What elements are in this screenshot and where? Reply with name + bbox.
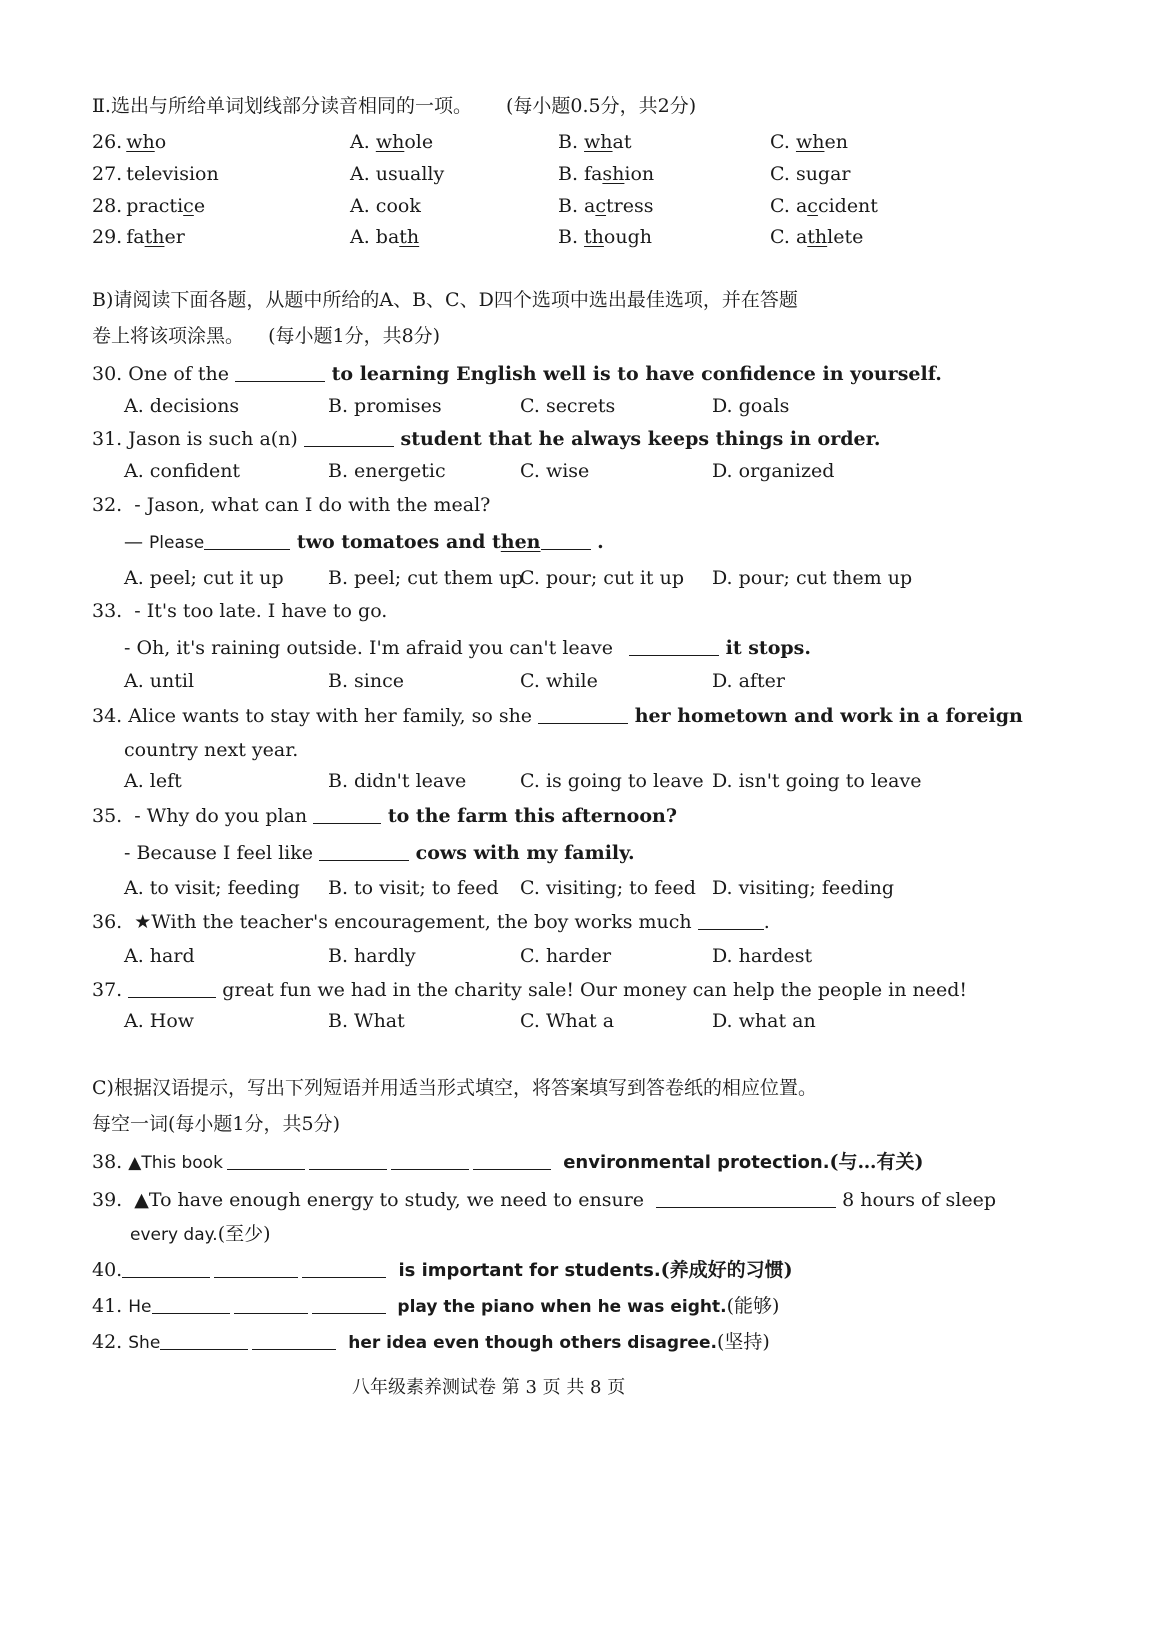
given-word bbox=[92, 194, 205, 218]
question-text: great fun we had in the charity sale! Our money can help the people in need! bbox=[216, 979, 968, 1001]
question-number: 39. bbox=[92, 1189, 123, 1211]
option-word[interactable] bbox=[350, 194, 421, 218]
question-number: 36. bbox=[92, 911, 123, 933]
answer-blank[interactable] bbox=[473, 1151, 551, 1170]
option-d[interactable]: D. organized bbox=[712, 460, 835, 482]
question-33 bbox=[92, 599, 387, 623]
question-text: to learning English well is to have confidence in yourself. bbox=[325, 363, 942, 385]
question-number: 38. bbox=[92, 1151, 123, 1173]
question-34 bbox=[92, 704, 1023, 728]
answer-blank[interactable] bbox=[252, 1331, 336, 1350]
word-part: ion bbox=[624, 163, 655, 185]
option-a[interactable]: A. decisions bbox=[124, 395, 240, 417]
option-a[interactable]: A. left bbox=[124, 770, 182, 792]
option-c[interactable]: C. harder bbox=[520, 945, 612, 967]
question-text: - Oh, it's raining outside. I'm afraid you can't leave bbox=[124, 637, 619, 659]
option-a[interactable]: A. to visit; feeding bbox=[124, 877, 300, 899]
word-part: at bbox=[612, 131, 632, 153]
given-word bbox=[92, 130, 166, 154]
option-word[interactable] bbox=[770, 162, 851, 186]
question-35-line2 bbox=[124, 841, 635, 865]
chinese-hint: (能够) bbox=[726, 1295, 780, 1317]
question-32-line2 bbox=[124, 530, 604, 555]
answer-blank[interactable] bbox=[538, 705, 628, 724]
answer-blank[interactable] bbox=[313, 805, 381, 824]
word-part: practi bbox=[126, 195, 184, 217]
answer-blank[interactable] bbox=[698, 911, 764, 930]
option-b[interactable]: B. hardly bbox=[328, 945, 416, 967]
word-part: B. fa bbox=[558, 163, 603, 185]
answer-blank[interactable] bbox=[319, 842, 409, 861]
option-a[interactable]: A. hard bbox=[124, 945, 195, 967]
question-text: Please bbox=[149, 533, 205, 553]
question-text: it stops. bbox=[719, 637, 811, 659]
question-text: play the piano when he was eight. bbox=[391, 1297, 727, 1317]
option-b[interactable]: B. didn't leave bbox=[328, 770, 467, 792]
question-text: He bbox=[128, 1297, 152, 1317]
question-text: 8 hours of sleep bbox=[836, 1189, 997, 1211]
answer-blank[interactable] bbox=[122, 1259, 210, 1278]
answer-blank[interactable] bbox=[391, 1151, 469, 1170]
underlined-letters: wh bbox=[584, 131, 613, 153]
option-c[interactable]: C. pour; cut it up bbox=[520, 567, 685, 589]
answer-blank[interactable] bbox=[541, 531, 591, 550]
section-2-title: Ⅱ.选出与所给单词划线部分读音相同的一项。 bbox=[92, 95, 472, 117]
question-31 bbox=[92, 427, 880, 451]
option-b[interactable]: B. since bbox=[328, 670, 404, 692]
question-text: - Because I feel like bbox=[124, 842, 320, 864]
chinese-hint: (坚持) bbox=[716, 1331, 770, 1353]
word-part: cident bbox=[817, 195, 878, 217]
question-number: 26. bbox=[92, 131, 123, 153]
section-b-instruction-line2 bbox=[92, 324, 440, 348]
question-text: student that he always keeps things in order. bbox=[393, 428, 881, 450]
word-part: A. cook bbox=[350, 195, 421, 217]
option-d[interactable]: D. visiting; feeding bbox=[712, 877, 894, 899]
option-d[interactable]: D. goals bbox=[712, 395, 790, 417]
underlined-letters: wh bbox=[375, 131, 405, 153]
option-b[interactable]: B. energetic bbox=[328, 460, 446, 482]
section-2-heading bbox=[92, 94, 696, 118]
question-number: 32. bbox=[92, 494, 123, 516]
option-b[interactable]: B. promises bbox=[328, 395, 442, 417]
option-c[interactable]: C. visiting; to feed bbox=[520, 877, 696, 899]
option-d[interactable]: D. what an bbox=[712, 1010, 816, 1032]
word-part: B. bbox=[558, 226, 585, 248]
question-text: ★With the teacher's encouragement, the boy works much bbox=[134, 911, 698, 933]
question-number: 35. bbox=[92, 805, 123, 827]
question-text: Alice wants to stay with her family, so she bbox=[128, 705, 539, 727]
word-part: lete bbox=[827, 226, 864, 248]
underlined-letters: c bbox=[807, 195, 818, 217]
question-text: every day. bbox=[130, 1225, 218, 1245]
word-part: B. a bbox=[558, 195, 596, 217]
answer-blank[interactable] bbox=[234, 1295, 308, 1314]
answer-blank[interactable] bbox=[302, 1259, 386, 1278]
word-part: television bbox=[126, 163, 219, 185]
answer-blank[interactable] bbox=[152, 1295, 230, 1314]
question-text: to the farm this afternoon? bbox=[381, 805, 677, 827]
section-b-score: (每小题1分，共8分) bbox=[268, 325, 441, 347]
answer-blank[interactable] bbox=[214, 1259, 298, 1278]
option-c[interactable]: C. wise bbox=[520, 460, 590, 482]
underlined-letters: sh bbox=[602, 163, 625, 185]
option-c[interactable]: C. while bbox=[520, 670, 598, 692]
option-word[interactable] bbox=[558, 194, 654, 218]
option-d[interactable]: D. hardest bbox=[712, 945, 813, 967]
question-34-line2: country next year. bbox=[124, 739, 299, 761]
underlined-letters: th bbox=[144, 226, 165, 248]
answer-blank[interactable] bbox=[128, 979, 216, 998]
chinese-hint: (至少) bbox=[217, 1223, 271, 1245]
option-b[interactable]: B. What bbox=[328, 1010, 405, 1032]
word-part: C. bbox=[770, 131, 796, 153]
option-a[interactable]: A. confident bbox=[124, 460, 241, 482]
answer-blank[interactable] bbox=[656, 1189, 746, 1208]
section-b-line2-text: 卷上将该项涂黑。 bbox=[92, 325, 245, 347]
question-number: 42. bbox=[92, 1331, 123, 1353]
option-c[interactable]: C. secrets bbox=[520, 395, 616, 417]
question-number: 40. bbox=[92, 1259, 123, 1281]
answer-blank[interactable] bbox=[227, 1151, 305, 1170]
question-text: ▲To have enough energy to study, we need to ensure bbox=[134, 1189, 651, 1211]
dialog-dash: — bbox=[124, 531, 143, 553]
word-part: o bbox=[154, 131, 167, 153]
option-b[interactable]: B. to visit; to feed bbox=[328, 877, 499, 899]
word-part: e bbox=[193, 195, 206, 217]
option-d[interactable]: D. after bbox=[712, 670, 785, 692]
answer-blank[interactable] bbox=[160, 1331, 248, 1350]
question-42 bbox=[92, 1330, 770, 1355]
question-text: - Jason, what can I do with the meal? bbox=[134, 494, 491, 516]
chinese-hint: (养成好的习惯) bbox=[660, 1259, 793, 1281]
underlined-letters: th bbox=[807, 226, 828, 248]
question-text: cows with my family. bbox=[409, 842, 635, 864]
option-word[interactable] bbox=[350, 225, 419, 249]
underlined-letters: c bbox=[183, 195, 194, 217]
option-word[interactable] bbox=[558, 130, 632, 154]
option-b[interactable]: B. peel; cut them up bbox=[328, 567, 524, 589]
question-30 bbox=[92, 362, 942, 386]
question-text: two tomatoes and t bbox=[290, 531, 501, 553]
question-number: 33. bbox=[92, 600, 123, 622]
answer-blank[interactable] bbox=[309, 1151, 387, 1170]
question-39-line2 bbox=[130, 1222, 271, 1247]
option-word[interactable] bbox=[558, 225, 652, 249]
word-part: C. a bbox=[770, 195, 808, 217]
question-37 bbox=[92, 978, 967, 1002]
word-part: ole bbox=[404, 131, 434, 153]
word-part: tress bbox=[606, 195, 654, 217]
word-part: A. usually bbox=[350, 163, 445, 185]
word-part: en bbox=[824, 131, 848, 153]
question-38 bbox=[92, 1150, 924, 1175]
chinese-hint: (与…有关) bbox=[829, 1151, 924, 1173]
word-part: A. bbox=[350, 131, 376, 153]
question-36 bbox=[92, 910, 770, 934]
answer-blank[interactable] bbox=[312, 1295, 386, 1314]
option-c[interactable]: C. is going to leave bbox=[520, 770, 704, 792]
option-d[interactable]: D. isn't going to leave bbox=[712, 770, 922, 792]
question-text: her hometown and work in a foreign bbox=[628, 705, 1023, 727]
question-text: her idea even though others disagree. bbox=[342, 1333, 717, 1353]
question-number: 29. bbox=[92, 226, 123, 248]
word-part: fa bbox=[126, 226, 145, 248]
section-2-score: (每小题0.5分，共2分) bbox=[506, 95, 697, 117]
option-word[interactable] bbox=[350, 130, 433, 154]
option-word[interactable] bbox=[350, 162, 444, 186]
question-number: 30. bbox=[92, 363, 123, 385]
word-part: B. bbox=[558, 131, 585, 153]
underlined-letters: th bbox=[584, 226, 604, 248]
word-part: C. sugar bbox=[770, 163, 851, 185]
question-text: environmental protection. bbox=[556, 1152, 830, 1173]
word-part: A. ba bbox=[350, 226, 400, 248]
given-word bbox=[92, 162, 219, 186]
question-39 bbox=[92, 1188, 996, 1212]
underlined-letters: wh bbox=[126, 131, 155, 153]
question-number: 27. bbox=[92, 163, 123, 185]
question-text: is important for students. bbox=[392, 1260, 661, 1281]
underlined-letters: wh bbox=[795, 131, 825, 153]
question-text: One of the bbox=[128, 363, 236, 385]
question-text: Jason is such a(n) bbox=[128, 428, 304, 450]
underlined-letters: c bbox=[595, 195, 607, 217]
question-41 bbox=[92, 1294, 779, 1319]
question-text: . bbox=[590, 531, 604, 553]
question-32 bbox=[92, 493, 490, 517]
word-part: ough bbox=[603, 226, 652, 248]
given-word bbox=[92, 225, 185, 249]
question-text: She bbox=[128, 1333, 161, 1353]
word-part: er bbox=[164, 226, 185, 248]
page-footer: 八年级素养测试卷 第 3 页 共 8 页 bbox=[352, 1377, 626, 1398]
question-35 bbox=[92, 804, 677, 828]
option-word[interactable] bbox=[770, 194, 878, 218]
question-text: - It's too late. I have to go. bbox=[134, 600, 388, 622]
answer-blank[interactable] bbox=[629, 637, 719, 656]
question-40 bbox=[92, 1258, 793, 1283]
answer-blank[interactable] bbox=[204, 531, 290, 550]
question-number: 31. bbox=[92, 428, 123, 450]
answer-blank[interactable] bbox=[304, 428, 394, 447]
option-a[interactable]: A. peel; cut it up bbox=[124, 567, 284, 589]
section-b-instruction-line1: B)请阅读下面各题，从题中所给的A、B、C、D四个选项中选出最佳选项，并在答题 bbox=[92, 289, 798, 311]
question-text: ▲This book bbox=[128, 1153, 223, 1173]
question-text: - Why do you plan bbox=[134, 805, 314, 827]
question-33-line2 bbox=[124, 636, 811, 660]
option-word[interactable] bbox=[770, 130, 848, 154]
question-number: 41. bbox=[92, 1295, 123, 1317]
option-word[interactable] bbox=[558, 162, 654, 186]
question-text: . bbox=[763, 911, 770, 933]
option-a[interactable]: A. until bbox=[124, 670, 195, 692]
question-number: 34. bbox=[92, 705, 123, 727]
question-text: hen bbox=[500, 531, 541, 553]
answer-blank[interactable] bbox=[746, 1189, 836, 1208]
option-a[interactable]: A. How bbox=[124, 1010, 195, 1032]
option-d[interactable]: D. pour; cut them up bbox=[712, 567, 913, 589]
question-number: 28. bbox=[92, 195, 123, 217]
answer-blank[interactable] bbox=[235, 363, 325, 382]
section-c-instruction-line2: 每空一词(每小题1分，共5分) bbox=[92, 1113, 341, 1135]
underlined-letters: th bbox=[399, 226, 420, 248]
question-number: 37. bbox=[92, 979, 123, 1001]
option-word[interactable] bbox=[770, 225, 863, 249]
option-c[interactable]: C. What a bbox=[520, 1010, 615, 1032]
word-part: C. a bbox=[770, 226, 808, 248]
section-c-instruction-line1: C)根据汉语提示，写出下列短语并用适当形式填空，将答案填写到答卷纸的相应位置。 bbox=[92, 1077, 817, 1099]
